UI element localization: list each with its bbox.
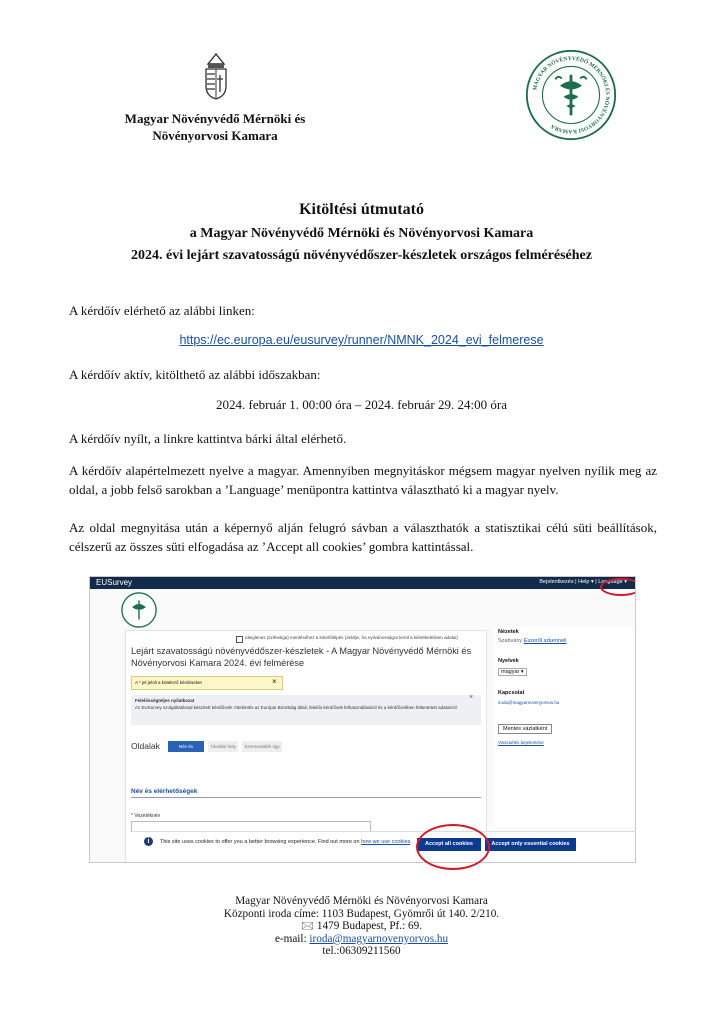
accept-all-highlight-ring bbox=[416, 824, 490, 870]
sidebar-contact-email[interactable]: iroda@magyarnovenyorvos.hu bbox=[498, 700, 560, 705]
paragraph-open: A kérdőív nyílt, a linkre kattintva bárki által elérhető. bbox=[69, 431, 347, 446]
nav-language[interactable]: Language bbox=[598, 579, 623, 585]
accept-essential-cookies-button[interactable]: Accept only essential cookies bbox=[485, 838, 576, 851]
survey-logo bbox=[120, 591, 158, 629]
doc-subtitle-1: a Magyar Növényvédő Mérnöki és Növényorvosi Kamara bbox=[189, 226, 534, 241]
disclaimer-text: Az EUSurvey szolgáltatással készített kérdőívek! Áttekintés az Európai Bizottság általi, felelős kérdőívek felhasználásáról és a kérdőívekben feltüntetett adatokról. bbox=[135, 705, 458, 710]
footer-address: Központi iroda címe: 1103 Budapest, Gyömrői út 140. 2/210. bbox=[223, 907, 500, 920]
footer-org: Magyar Növényvédő Mérnöki és Növényorvosi Kamara bbox=[235, 895, 488, 907]
nav-help[interactable]: Help bbox=[578, 579, 590, 585]
survey-link[interactable]: https://ec.europa.eu/eusurvey/runner/NMNK_2024_evi_felmerese bbox=[179, 333, 544, 347]
footer-email[interactable]: iroda@magyarnovenyorvos.hu bbox=[309, 932, 449, 945]
nav-login[interactable]: Bejelentkezés bbox=[539, 579, 574, 585]
required-alert-text: A * jel jelöli a kötelező kérdéseket bbox=[135, 680, 202, 685]
page-button-1[interactable]: Név és elérhetőségek bbox=[168, 741, 204, 752]
cookie-banner bbox=[130, 831, 635, 863]
eusurvey-topbar bbox=[90, 577, 635, 589]
lastname-label: * Vezetéknév bbox=[131, 813, 161, 819]
cookie-policy-link[interactable]: how we use cookies bbox=[361, 839, 411, 845]
sidebar-languages: Nyelvek bbox=[498, 658, 519, 664]
eusurvey-nav: Bejelentkezés | Help ▾ | Language ▾ bbox=[539, 579, 627, 585]
org-name-line2: Növényorvosi Kamara bbox=[152, 128, 278, 143]
info-icon: i bbox=[144, 837, 153, 846]
hungarian-coat-of-arms-icon bbox=[202, 52, 230, 100]
report-abuse-link[interactable]: Visszaélés bejelentése bbox=[498, 740, 544, 745]
sidebar-views-sub: Szabvány bbox=[498, 638, 523, 644]
disclaimer-title: Felelősségteljes nyilatkozat bbox=[135, 698, 195, 703]
footer-po-box: 🖂 1479 Budapest, Pf.: 69. bbox=[301, 920, 422, 933]
footer-phone: tel.:06309211560 bbox=[322, 945, 401, 958]
footer-email-row bbox=[0, 933, 723, 946]
survey-link-row bbox=[0, 332, 723, 348]
sidebar-views-link[interactable]: Eszerűl szkenneli bbox=[523, 638, 567, 644]
paragraph-language: A kérdőív alapértelmezett nyelve a magyar. Amennyiben megnyitáskor mégsem magyar nyelven nyílik meg az oldal, a jobb felső sarokban a ’Language’ menüpontra kattintva választható ki a magyar nyelv. bbox=[69, 463, 657, 497]
accept-all-cookies-button[interactable]: Accept all cookies bbox=[417, 838, 481, 851]
chamber-seal-logo bbox=[525, 49, 617, 141]
save-checkbox-label: Ideiglenes (sztlnetiga) mentéséhez a kötelőtlépés (Jelölje, ha nyilvánosságra kerül a kiértékelésben adatai) bbox=[245, 635, 458, 640]
survey-sidebar bbox=[494, 627, 635, 827]
required-alert bbox=[131, 676, 283, 690]
survey-title: Lejárt szavatosságú növényvédőszer-készletek - A Magyar Növényvédő Mérnöki és Növényorvosi Kamara 2024. évi felmérése bbox=[131, 646, 472, 668]
language-highlight-ring bbox=[600, 578, 636, 596]
footer bbox=[0, 895, 723, 958]
sidebar-views-row bbox=[498, 638, 566, 644]
cookie-text: This site uses cookies to offer you a better browsing experience. Find out more on how we use cookies. bbox=[160, 839, 412, 845]
paragraph-period-intro: A kérdőív aktív, kitölthető az alábbi időszakban: bbox=[69, 367, 321, 382]
doc-subtitle-2: 2024. évi lejárt szavatosságú növényvédőszer-készletek országos felméréséhez bbox=[131, 248, 592, 263]
eusurvey-screenshot bbox=[89, 576, 636, 863]
section-heading: Név és elérhetőségek bbox=[131, 788, 481, 798]
cookie-message: This site uses cookies to offer you a better browsing experience. Find out more on bbox=[160, 839, 360, 845]
eusurvey-brand: EUSurvey bbox=[96, 578, 133, 587]
sidebar-contact: Kapcsolat bbox=[498, 690, 525, 696]
footer-email-label: e-mail: bbox=[274, 932, 307, 945]
close-icon[interactable]: × bbox=[469, 694, 474, 701]
org-name bbox=[90, 110, 340, 144]
page-button-2[interactable]: Tárolási hely bbox=[208, 741, 238, 752]
paragraph-link-intro: A kérdőív elérhető az alábbi linken: bbox=[69, 303, 255, 318]
doc-title: Kitöltési útmutató bbox=[299, 201, 424, 218]
save-checkbox[interactable] bbox=[236, 636, 243, 643]
seal-text: MAGYAR NÖVÉNYVÉDŐ MÉRNÖKI ÉS NÖVÉNYORVOSI KAMARA bbox=[532, 55, 610, 134]
disclaimer-box bbox=[131, 695, 481, 725]
save-draft-button[interactable]: Mentés vázlatként bbox=[498, 724, 552, 734]
language-select[interactable]: magyar ▾ bbox=[498, 668, 527, 676]
close-icon[interactable]: × bbox=[272, 677, 277, 686]
sidebar-views: Nézetek bbox=[498, 629, 519, 635]
language-select-value: magyar bbox=[501, 669, 520, 675]
survey-period: 2024. február 1. 00:00 óra – 2024. február 29. 24:00 óra bbox=[216, 397, 507, 412]
page-button-3[interactable]: Szermaradék ügy bbox=[242, 741, 282, 752]
paragraph-cookies: Az oldal megnyitása után a képernyő alján felugró sávban a választhatók a statisztikai célú süti beállítások, célszerű az összes süti elfogadása az ’Accept all cookies’ gombra kattintással. bbox=[69, 520, 657, 554]
org-name-line1: Magyar Növényvédő Mérnöki és bbox=[124, 111, 306, 126]
pages-label: Oldalak bbox=[131, 741, 160, 751]
